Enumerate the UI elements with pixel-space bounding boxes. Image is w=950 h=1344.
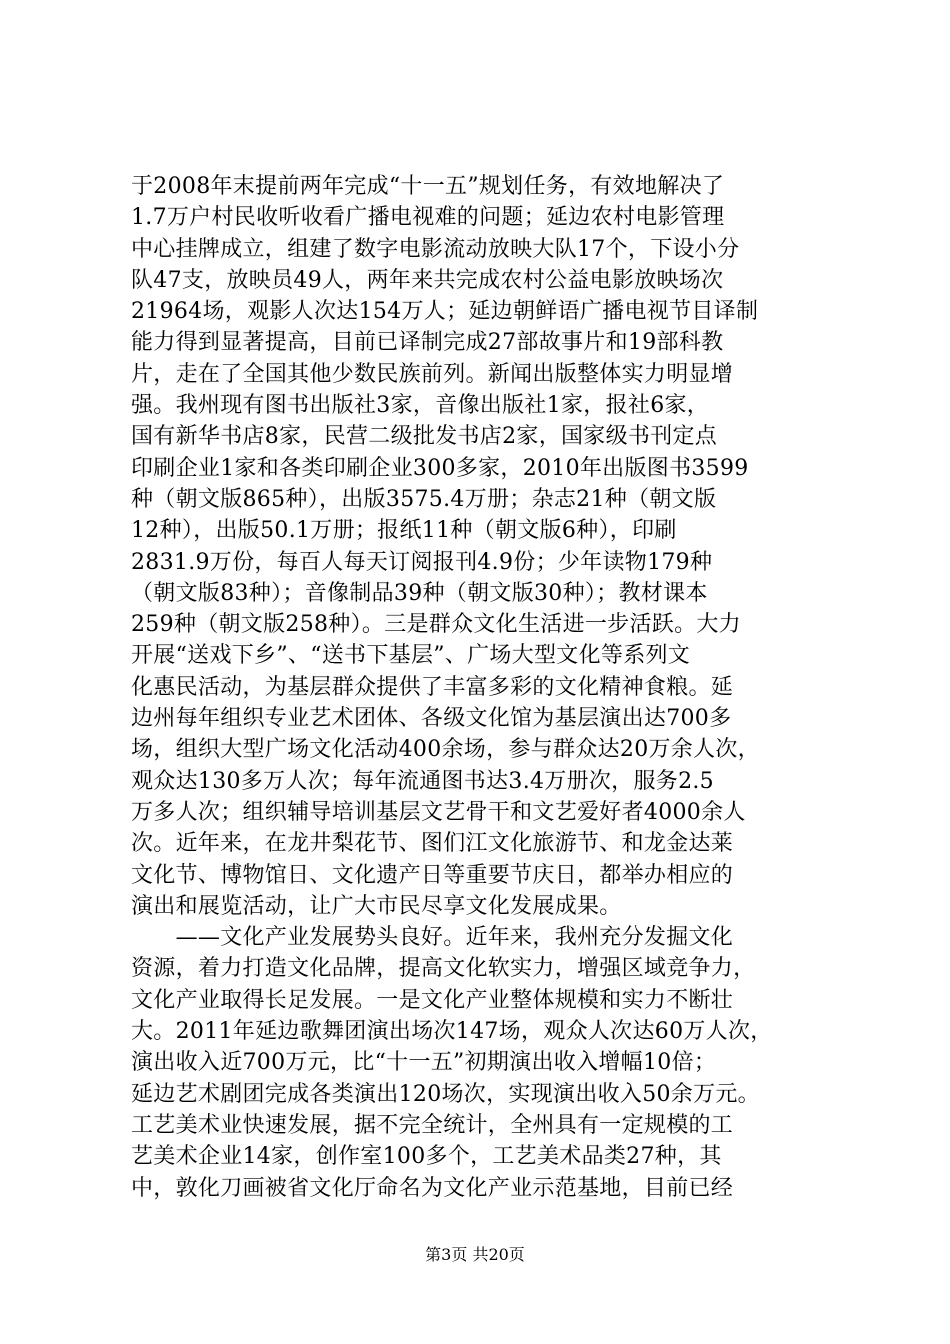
- text-line: 强。我州现有图书出版社3家，音像出版社1家，报社6家，: [131, 393, 710, 419]
- text-line: 文化节、博物馆日、文化遗产日等重要节庆日，都举办相应的: [131, 862, 734, 888]
- text-line: 次。近年来，在龙井梨花节、图们江文化旅游节、和龙金达莱: [131, 831, 734, 857]
- text-line: 21964场，观影人次达154万人；延边朝鲜语广播电视节目译制: [131, 299, 759, 325]
- text-line: 观众达130多万人次；每年流通图书达3.4万册次，服务2.5: [131, 768, 714, 794]
- text-line: 1.7万户村民收听收看广播电视难的问题；延边农村电影管理: [131, 205, 725, 231]
- text-line: 于2008年末提前两年完成“十一五”规划任务，有效地解决了: [131, 174, 725, 199]
- text-line: 中，敦化刀画被省文化厅命名为文化产业示范基地，目前已经: [131, 1175, 734, 1201]
- text-line: 延边艺术剧团完成各类演出120场次，实现演出收入50余万元。: [131, 1081, 760, 1107]
- text-line: 开展“送戏下乡”、“送书下基层”、广场大型文化等系列文: [131, 643, 691, 669]
- text-line: 工艺美术业快速发展，据不完全统计，全州具有一定规模的工: [131, 1112, 734, 1138]
- text-line: ——文化产业发展势头良好。近年来，我州充分发掘文化: [131, 925, 734, 951]
- text-line: 艺美术企业14家，创作室100多个，工艺美术品类27种，其: [131, 1144, 722, 1170]
- text-line: 2831.9万份，每百人每天订阅报刊4.9份；少年读物179种: [131, 549, 713, 575]
- text-line: 万多人次；组织辅导培训基层文艺骨干和文艺爱好者4000余人: [131, 799, 746, 825]
- text-line: 种（朝文版865种），出版3575.4万册；杂志21种（朝文版: [131, 486, 717, 512]
- page-number-footer: 第3页 共20页: [425, 1245, 525, 1264]
- text-line: 国有新华书店8家，民营二级批发书店2家，国家级书刊定点: [131, 424, 718, 450]
- text-line: 演出和展览活动，让广大市民尽享文化发展成果。: [131, 893, 622, 919]
- text-line: 印刷企业1家和各类印刷企业300多家，2010年出版图书3599: [131, 455, 749, 481]
- text-line: 中心挂牌成立，组建了数字电影流动放映大队17个，下设小分: [131, 236, 740, 262]
- text-line: 化惠民活动，为基层群众提供了丰富多彩的文化精神食粮。延: [131, 674, 734, 700]
- text-line: 资源，着力打造文化品牌，提高文化软实力，增强区域竞争力，: [131, 956, 756, 982]
- text-line: 259种（朝文版258种）。三是群众文化生活进一步活跃。大力: [131, 612, 741, 638]
- text-line: 场，组织大型广场文化活动400余场，参与群众达20万余人次，: [131, 737, 760, 763]
- text-line: 文化产业取得长足发展。一是文化产业整体规模和实力不断壮: [131, 987, 734, 1013]
- text-line: 大。2011年延边歌舞团演出场次147场，观众人次达60万人次，: [131, 1019, 773, 1045]
- text-line: 演出收入近700万元，比“十一五”初期演出收入增幅10倍；: [131, 1050, 717, 1076]
- text-line: 队47支，放映员49人，两年来共完成农村公益电影放映场次: [131, 267, 724, 293]
- text-line: 能力得到显著提高，目前已译制完成27部故事片和19部科教: [131, 330, 724, 356]
- text-line: 12种），出版50.1万册；报纸11种（朝文版6种），印刷: [131, 518, 677, 544]
- text-line: （朝文版83种）；音像制品39种（朝文版30种）；教材课本: [131, 580, 708, 606]
- text-line: 片，走在了全国其他少数民族前列。新闻出版整体实力明显增: [131, 361, 734, 387]
- document-body: [131, 171, 831, 1204]
- text-line: 边州每年组织专业艺术团体、各级文化馆为基层演出达700多: [131, 706, 732, 732]
